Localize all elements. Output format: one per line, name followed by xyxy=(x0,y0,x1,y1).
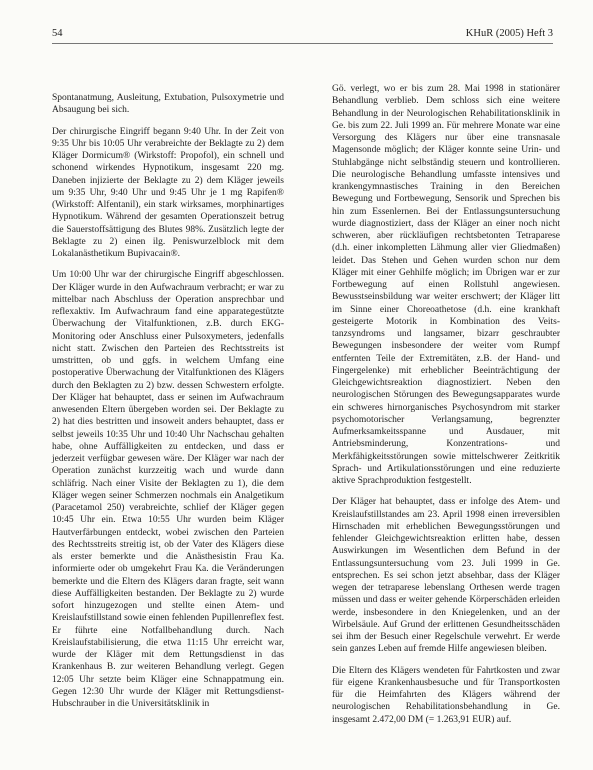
paragraph: Spontanatmung, Ausleitung, Extubation, Pulsoxymetrie und Absaugung bei sich. xyxy=(52,93,284,116)
right-column xyxy=(332,83,560,735)
paragraph: Um 10:00 Uhr war der chirurgische Eingriff abgeschlossen. Der Kläger wurde in den Aufwachraum verbracht; er war zu mittelbar nach Abschluss der Operation ansprechbar und reflexaktiv. Im Aufwachraum fand eine apparategestützte Überwachung der Vitalfunktionen, z.B. durch EKG-Monitoring oder Anschluss einer Pulsoxymeters, jedenfalls nicht statt. Zwischen den Parteien des Rechtsstreits ist umstritten, ob und ggfs. in welchem Umfang eine postoperative Überwachung der Vitalfunktionen des Klägers durch den Beklagten zu 2) bzw. dessen Schwestern erfolgte. Der Kläger hat behauptet, dass er seinen im Aufwachraum anwesenden Eltern übergeben worden sei. Der Beklagte zu 2) hat dies bestritten und insoweit anders behauptet, dass er selbst jeweils 10:35 Uhr und 10:40 Uhr Nachschau gehalten habe, ohne Auffälligkeiten zu entdecken, und dass er jederzeit verfügbar gewesen wäre. Der Kläger war nach der Operation zunächst kurzzeitig wach und wurde dann schläfrig. Nach einer Visite der Beklagten zu 1), die dem Kläger wegen seiner Schmerzen nochmals ein Analgetikum (Paracetamol 250) verabreichte, schlief der Kläger gegen 10:45 Uhr ein. Etwa 10:55 Uhr wurden beim Kläger Hautverfärbungen entdeckt, wobei zwischen den Parteien des Rechtsstreits streitig ist, ob der Vater des Klägers diese als erster bemerkte und die Anästhesistin Frau Ka. informierte oder ob umgekehrt Frau Ka. die Veränderungen bemerkte und die Eltern des Klägers daran fragte, seit wann diese Auffälligkeiten bestanden. Der Beklagte zu 2) wurde sofort hinzugezogen und stellte einen Atem- und Kreislaufstillstand sowie einen fehlenden Pupillenreflex fest. Er führte eine Notfallbehandlung durch. Nach Kreislaufstabilisierung, die etwa 11:15 Uhr erreicht war, wurde der Kläger mit dem Rettungsdienst in das Krankenhaus B. zur weiteren Behandlung verlegt. Gegen 12:05 Uhr setzte beim Kläger eine Schnappatmung ein. Gegen 12:30 Uhr wurde der Kläger mit Rettungsdienst-Hubschrauber in die Universitätsklinik in xyxy=(52,270,284,709)
journal-reference: KHuR (2005) Heft 3 xyxy=(465,28,553,39)
page-number: 54 xyxy=(52,28,63,39)
paragraph: Die Eltern des Klägers wendeten für Fahrtkosten und zwar für eigene Krankenhausbesuche und für Transportkosten für die Heimfahrten des Klägers während der neurologischen Rehabilitationsbehandlung in Ge. insgesamt 2.472,00 DM (= 1.263,91 EUR) auf. xyxy=(332,665,560,725)
left-column xyxy=(52,92,284,719)
page-header xyxy=(52,28,553,44)
paragraph: Gö. verlegt, wo er bis zum 28. Mai 1998 in stationärer Behandlung verblieb. Dem schloss sich eine weitere Behandlung in der Neurologischen Rehabilitationsklinik in Ge. bis zum 22. Juli 1999 an. Für mehrere Monate war eine Versorgung des Klägers nur über eine transnasale Magensonde möglich; der Kläger konnte seine Urin- und Stuhlabgänge nicht selbständig steuern und kontrollieren. Die neurologische Behandlung umfasste intensives und krankengymnastisches Training in den Bereichen Bewegung und Fortbewegung, Sensorik und Sprechen bis hin zum Essenlernen. Bei der Entlassungsuntersuchung wurde diagnostiziert, dass der Kläger an einer noch nicht schweren, aber rückläufigen rechtsbetonten Tetraparese (d.h. einer inkompletten Lähmung aller vier Gliedmaßen) leidet. Das Stehen und Gehen wurden schon nur dem Kläger mit einer Gehhilfe möglich; im Übrigen war er zur Fortbewegung auf einen Rollstuhl angewiesen. Bewusstseinsbildung war weiter erschwert; der Kläger litt im Sinne einer Choreoathetose (d.h. eine krankhaft gesteigerte Motorik in Kombination des Veits-tanzsyndroms und langsamer, bizarr geschraubter Bewegungen insbesondere der weiter vom Rumpf entfernten Teile der Extremitäten, z.B. der Hand- und Fingergelenke) mit erheblicher Beeinträchtigung der Gleichgewichtsreaktion diagnostiziert. Neben den neurologischen Störungen des Bewegungsapparates wurde ein schweres hirnorganisches Psychosyndrom mit starker psychomotorischer Verlangsamung, begrenzter Aufmerksamkeitsspanne und Ausdauer, mit Antriebsminderung, Konzentrations- und Merkfähigkeitsstörungen sowie mittelschwerer Zeitkritik Sprach- und Artikulationsstörungen und eine reduzierte aktive Sprachproduktion festgestellt. xyxy=(332,84,560,486)
header-rule xyxy=(52,43,553,44)
paragraph: Der Kläger hat behauptet, dass er infolge des Atem- und Kreislaufstillstandes am 23. April 1998 einen irreversiblen Hirnschaden mit erheblichen Bewegungsstörungen und fehlender Gleichgewichtsreaktion erlitten habe, dessen Auswirkungen im Wesentlichen dem Befund in der Entlassungsuntersuchung vom 23. Juli 1999 in Ge. entsprechen. Es sei schon jetzt absehbar, dass der Kläger wegen der tetraparese lebenslang Orthesen werde tragen müssen und dass er weiter gehende Körperschäden erleiden werde, insbesondere in den Kniegelenken, und an der Wirbelsäule. Auf Grund der erlittenen Gesundheitsschäden sei ihm der Besuch einer Regelschule verwehrt. Er werde sein ganzes Leben auf fremde Hilfe angewiesen bleiben. xyxy=(332,497,560,655)
paragraph: Der chirurgische Eingriff begann 9:40 Uhr. In der Zeit von 9:35 Uhr bis 10:05 Uhr verabreichte der Beklagte zu 2) dem Kläger Dormicum® (Wirkstoff: Propofol), ein schnell und schonend wirkendes Hypnotikum, insgesamt 220 mg. Daneben injizierte der Beklagte zu 2) dem Kläger jeweils um 9:35 Uhr, 9:40 Uhr und 9:45 Uhr je 1 mg Rapifen® (Wirkstoff: Alfentanil), ein stark wirksames, morphinartiges Hypnotikum. Während der gesamten Operationszeit betrug die Sauerstoffsättigung des Blutes 98%. Zusätzlich legte der Beklagte zu 2) einen ilg. Peniswurzelblock mit dem Lokalanästhetikum Bupivacain®. xyxy=(52,126,284,259)
